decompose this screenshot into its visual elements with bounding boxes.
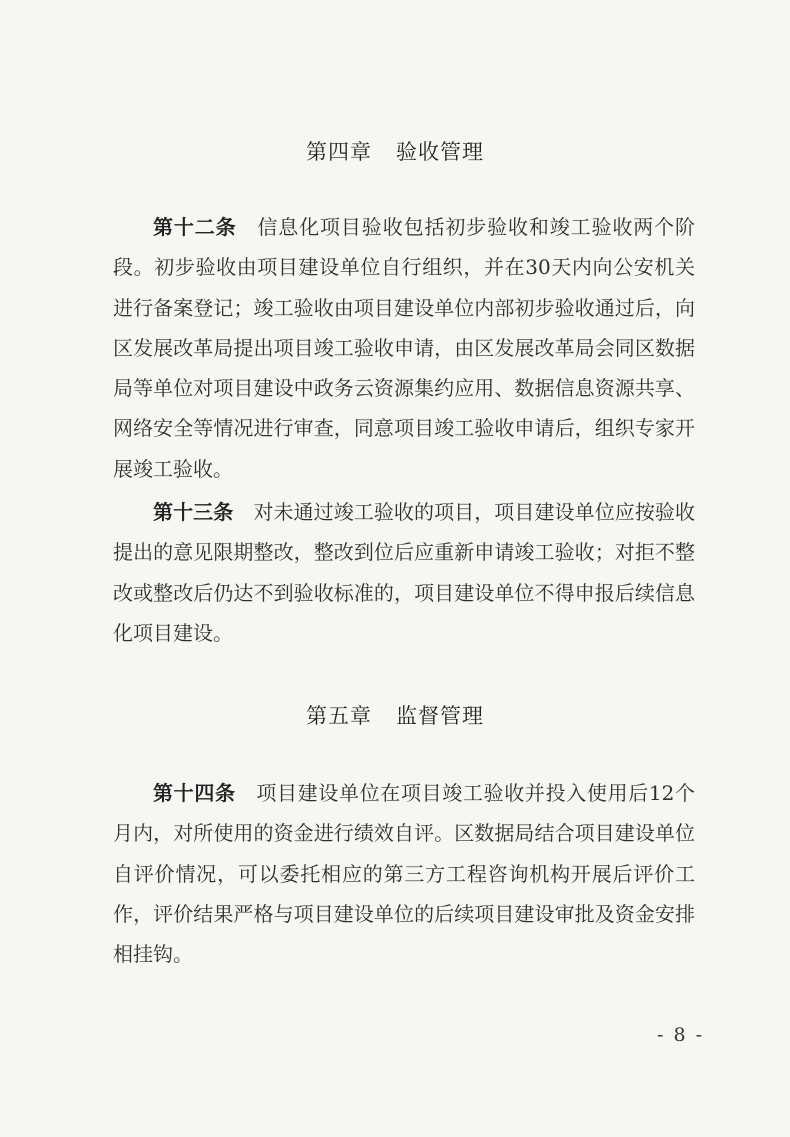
- article-12-body: 信息化项目验收包括初步验收和竣工验收两个阶段。初步验收由项目建设单位自行组织，并在30天内向公安机关进行备案登记；竣工验收由项目建设单位内部初步验收通过后，向区发展改革局提出项目竣工验收申请，由区发展改革局会同区数据局等单位对项目建设中政务云资源集约应用、数据信息资源共享、网络安全等情况进行审查，同意项目竣工验收申请后，组织专家开展竣工验收。: [113, 215, 696, 481]
- article-13-head: 第十三条: [153, 500, 234, 524]
- chapter-4-title: 验收管理: [396, 140, 484, 164]
- article-12-head: 第十二条: [153, 215, 237, 239]
- article-13: [113, 492, 695, 653]
- article-14-head: 第十四条: [153, 781, 236, 805]
- chapter-4-label: 第四章: [306, 140, 372, 164]
- article-14: [113, 773, 695, 974]
- chapter-4-heading: [0, 136, 790, 166]
- article-13-body: 对未通过竣工验收的项目，项目建设单位应按验收提出的意见限期整改，整改到位后应重新申请竣工验收；对拒不整改或整改后仍达不到验收标准的，项目建设单位不得申报后续信息化项目建设。: [113, 500, 696, 645]
- article-12: [113, 207, 695, 489]
- article-14-body: 项目建设单位在项目竣工验收并投入使用后12个月内，对所使用的资金进行绩效自评。区数据局结合项目建设单位自评价情况，可以委托相应的第三方工程咨询机构开展后评价工作，评价结果严格与项目建设单位的后续项目建设审批及资金安排相挂钩。: [113, 781, 696, 967]
- chapter-5-title: 监督管理: [396, 704, 484, 728]
- chapter-5-label: 第五章: [306, 704, 372, 728]
- chapter-5-heading: [0, 700, 790, 730]
- page-number: - 8 -: [656, 1024, 704, 1046]
